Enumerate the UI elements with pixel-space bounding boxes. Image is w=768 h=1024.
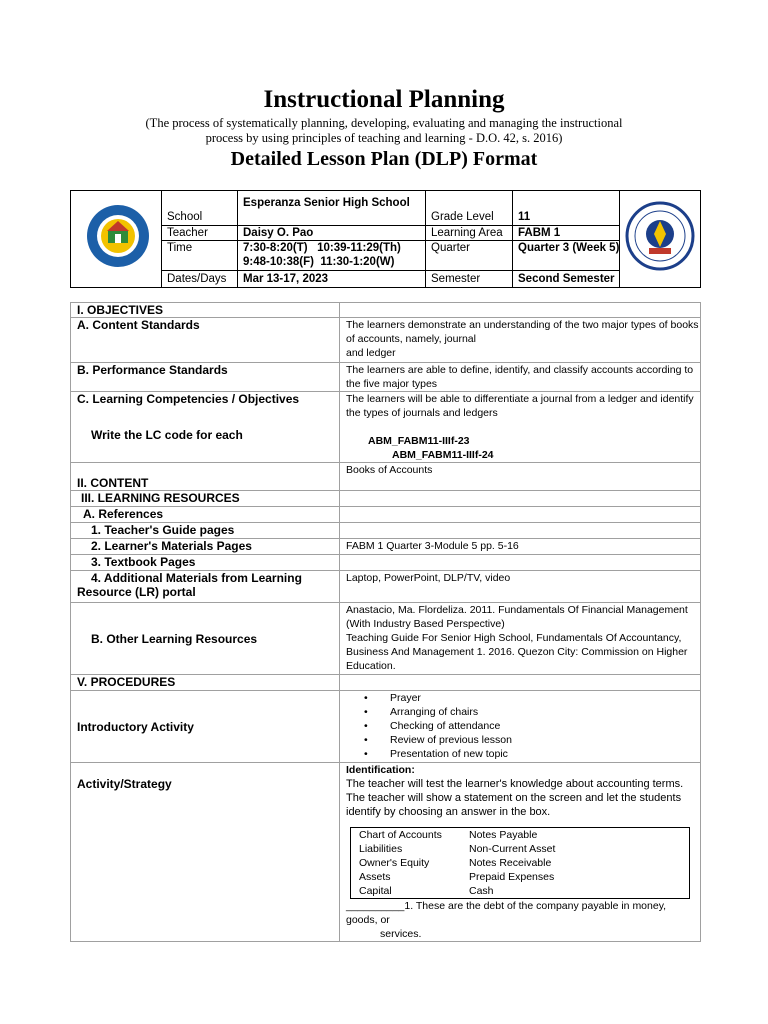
other-resources-text-1: Anastacio, Ma. Flordeliza. 2011. Fundamentals Of Financial Management (With Industry Based Perspective): [346, 604, 688, 630]
intro-activity-list: [346, 691, 700, 761]
performance-standards-text: The learners are able to define, identify, and classify accounts according to the five major types: [340, 363, 701, 392]
content-heading: II. CONTENT: [71, 463, 340, 491]
learners-materials-text: FABM 1 Quarter 3-Module 5 pp. 5-16: [340, 539, 701, 555]
deped-seal-logo: [625, 201, 695, 271]
grade-level-label: Grade Level: [431, 211, 494, 223]
textbook-label: 3. Textbook Pages: [71, 555, 340, 571]
quarter-label: Quarter: [431, 242, 470, 254]
teacher-value: Daisy O. Pao: [243, 227, 314, 239]
introductory-activity-label: Introductory Activity: [71, 691, 340, 763]
format-title: Detailed Lesson Plan (DLP) Format: [230, 148, 538, 170]
answer-choices-box: [350, 827, 690, 899]
subtitle-line-2: process by using principles of teaching and learning - D.O. 42, s. 2016): [205, 131, 563, 145]
school-value: Esperanza Senior High School: [243, 197, 410, 209]
competencies-label: C. Learning Competencies / Objectives: [77, 392, 300, 406]
school-seal-logo: [85, 203, 151, 269]
lesson-plan-table: [70, 302, 701, 942]
choice-item: Assets: [359, 871, 391, 883]
choice-item: Chart of Accounts: [359, 829, 442, 841]
content-text: Books of Accounts: [340, 463, 701, 491]
question-1-continued: services.: [380, 928, 422, 940]
dates-value: Mar 13-17, 2023: [243, 273, 329, 285]
school-label: School: [167, 211, 203, 223]
question-1: __________1. These are the debt of the company payable in money, goods, or: [346, 900, 667, 926]
activity-strategy-label: Activity/Strategy: [71, 763, 340, 942]
learners-materials-label: 2. Learner's Materials Pages: [71, 539, 340, 555]
subtitle-line-1: (The process of systematically planning, developing, evaluating and managing the instructional: [145, 116, 623, 130]
learning-area-label: Learning Area: [431, 227, 503, 239]
list-item: • Checking of attendance: [364, 719, 700, 733]
semester-value: Second Semester: [518, 273, 615, 285]
lc-code-label: Write the LC code for each: [91, 428, 243, 442]
semester-label: Semester: [431, 273, 481, 285]
list-item: • Presentation of new topic: [364, 747, 700, 761]
activity-description: The teacher will test the learner's knowledge about accounting terms. The teacher will show a statement on the screen and let the students identify by choosing an answer in the box.: [346, 778, 684, 818]
learning-resources-heading: III. LEARNING RESOURCES: [71, 491, 340, 507]
quarter-value: Quarter 3 (Week 5): [518, 242, 620, 254]
references-label: A. References: [71, 507, 340, 523]
list-item: • Arranging of chairs: [364, 705, 700, 719]
lr-portal-label: Resource (LR) portal: [77, 585, 196, 599]
choice-item: Notes Receivable: [469, 857, 552, 869]
lc-code-2: ABM_FABM11-IIIf-24: [392, 449, 494, 461]
choice-item: Capital: [359, 885, 392, 897]
performance-standards-label: B. Performance Standards: [71, 363, 340, 392]
choice-item: Owner's Equity: [359, 857, 430, 869]
additional-materials-label: 4. Additional Materials from Learning: [91, 571, 302, 585]
time-label: Time: [167, 242, 193, 254]
grade-level-value: 11: [518, 211, 531, 223]
list-item: • Review of previous lesson: [364, 733, 700, 747]
teachers-guide-label: 1. Teacher's Guide pages: [71, 523, 340, 539]
choice-item: Prepaid Expenses: [469, 871, 555, 883]
choice-item: Liabilities: [359, 843, 403, 855]
additional-materials-text: Laptop, PowerPoint, DLP/TV, video: [340, 571, 701, 603]
time-value-1: 7:30-8:20(T) 10:39-11:29(Th): [243, 242, 401, 254]
other-resources-text-2: Teaching Guide For Senior High School, Fundamentals Of Accountancy, Business And Management 1. 2016. Quezon City: Commission on Higher Education.: [346, 632, 688, 672]
learning-area-value: FABM 1: [518, 227, 561, 239]
header-info-table: [70, 190, 701, 288]
lc-code-1: ABM_FABM11-IIIf-23: [368, 435, 470, 447]
document-title: Instructional Planning: [263, 86, 505, 113]
list-item: • Prayer: [364, 691, 700, 705]
procedures-heading: V. PROCEDURES: [71, 675, 340, 691]
content-standards-label: A. Content Standards: [71, 318, 340, 363]
time-value-2: 9:48-10:38(F) 11:30-1:20(W): [243, 256, 395, 268]
objectives-heading: I. OBJECTIVES: [71, 303, 340, 318]
other-resources-label: B. Other Learning Resources: [71, 603, 340, 675]
choice-item: Cash: [469, 885, 494, 897]
competencies-text: The learners will be able to differentiate a journal from a ledger and identify the types of journals and ledgers: [346, 393, 694, 419]
dates-label: Dates/Days: [167, 273, 227, 285]
content-standards-text: The learners demonstrate an understanding of the two major types of books of accounts, namely, journal and ledger: [340, 318, 701, 363]
choice-item: Non-Current Asset: [469, 843, 556, 855]
choice-item: Notes Payable: [469, 829, 538, 841]
identification-heading: Identification:: [346, 764, 415, 776]
teacher-label: Teacher: [167, 227, 208, 239]
